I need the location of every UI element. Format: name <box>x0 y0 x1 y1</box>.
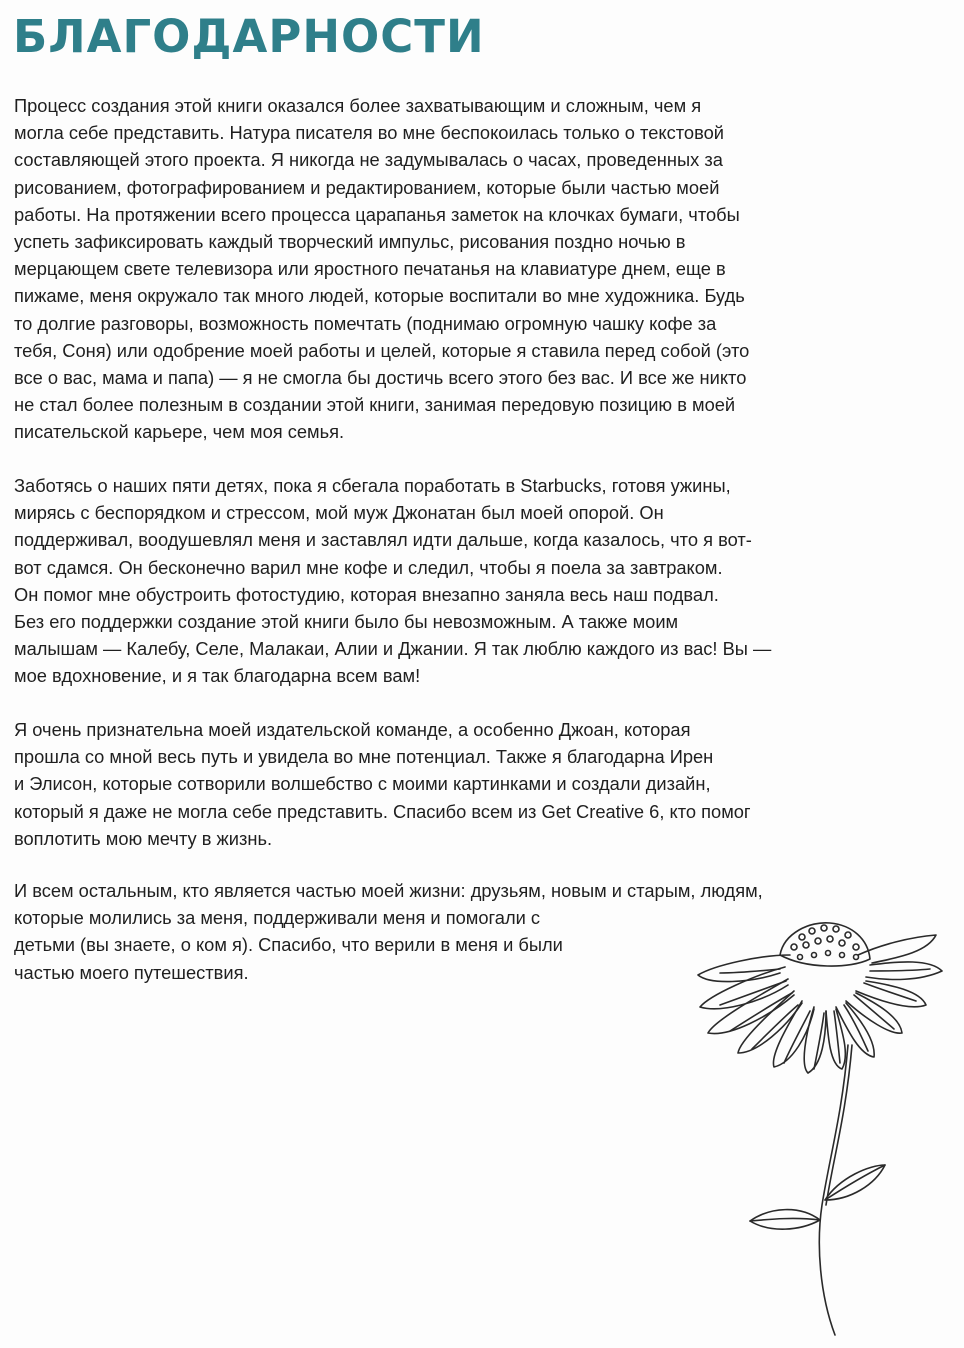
text-line: и Элисон, которые сотворили волшебство с моими картинками и создали дизайн, <box>14 773 711 795</box>
text-line: успеть зафиксировать каждый творческий импульс, рисования поздно ночью в <box>14 231 686 253</box>
text-line: воплотить мою мечту в жизнь. <box>14 827 273 849</box>
text-line: который я даже не могла себе представить. Спасибо всем из Get Creative 6, кто помог <box>14 800 751 822</box>
text-line: поддерживал, воодушевлял меня и заставлял идти дальше, когда казалось, что я вот- <box>14 529 752 551</box>
text-line: писательской карьере, чем моя семья. <box>14 421 345 443</box>
text-line: мирясь с беспорядком и стрессом, мой муж Джонатан был моей опорой. Он <box>14 502 664 524</box>
text-line: то долгие разговоры, возможность помечтать (поднимаю огромную чашку кофе за <box>14 312 717 334</box>
text-line: детьми (вы знаете, о ком я). Спасибо, что верили в меня и были <box>14 934 563 956</box>
text-line: прошла со мной весь путь и увидела во мне потенциал. Также я благодарна Ирен <box>14 746 714 768</box>
text-line: пижаме, меня окружало так много людей, которые воспитали во мне художника. Будь <box>14 285 745 307</box>
text-line: Я очень признательна моей издательской команде, а особенно Джоан, которая <box>14 719 691 740</box>
text-line: Без его поддержки создание этой книги было бы невозможным. А также моим <box>14 611 679 633</box>
paragraph-intro <box>14 92 749 446</box>
text-line: рисованием, фотографированием и редактированием, которые были частью моей <box>14 176 720 198</box>
text-line: вот сдамся. Он бесконечно варил мне кофе и следил, чтобы я поела за завтраком. <box>14 556 723 578</box>
text-line: Процесс создания этой книги оказался более захватывающим и сложным, чем я <box>14 95 702 116</box>
flower-drawing-icon <box>680 915 950 1340</box>
text-line: мерцающем свете телевизора или яростного печатанья на клавиатуре днем, еще в <box>14 258 726 280</box>
paragraph-others <box>14 877 763 986</box>
text-line: частью моего путешествия. <box>14 961 249 983</box>
text-line: тебя, Соня) или одобрение моей работы и целей, которые я ставила перед собой (это <box>14 339 750 361</box>
text-line: которые молились за меня, поддерживали меня и помогали с <box>14 907 541 929</box>
text-line: работы. На протяжении всего процесса царапанья заметок на клочках бумаги, чтобы <box>14 203 740 225</box>
text-line: могла себе представить. Натура писателя во мне беспокоилась только о текстовой <box>14 122 724 144</box>
paragraph-family <box>14 472 771 690</box>
text-line: составляющей этого проекта. Я никогда не задумывалась о часах, проведенных за <box>14 149 723 171</box>
text-line: И всем остальным, кто является частью моей жизни: друзьям, новым и старым, людям, <box>14 880 763 901</box>
text-line: малышам — Калебу, Селе, Малакаи, Алии и Джании. Я так люблю каждого из вас! Вы — <box>14 638 772 660</box>
text-line: мое вдохновение, и я так благодарна всем вам! <box>14 665 421 687</box>
page-title: БЛАГОДАРНОСТИ <box>13 10 485 63</box>
text-line: Он помог мне обустроить фотостудию, которая внезапно заняла весь наш подвал. <box>14 583 719 605</box>
text-line: не стал более полезным в создании этой книги, занимая передовую позицию в моей <box>14 394 736 416</box>
text-line: все о вас, мама и папа) — я не смогла бы достичь всего этого без вас. И все же никто <box>14 367 747 389</box>
text-line: Заботясь о наших пяти детях, пока я сбегала поработать в Starbucks, готовя ужины, <box>14 475 731 496</box>
paragraph-publisher <box>14 716 751 852</box>
